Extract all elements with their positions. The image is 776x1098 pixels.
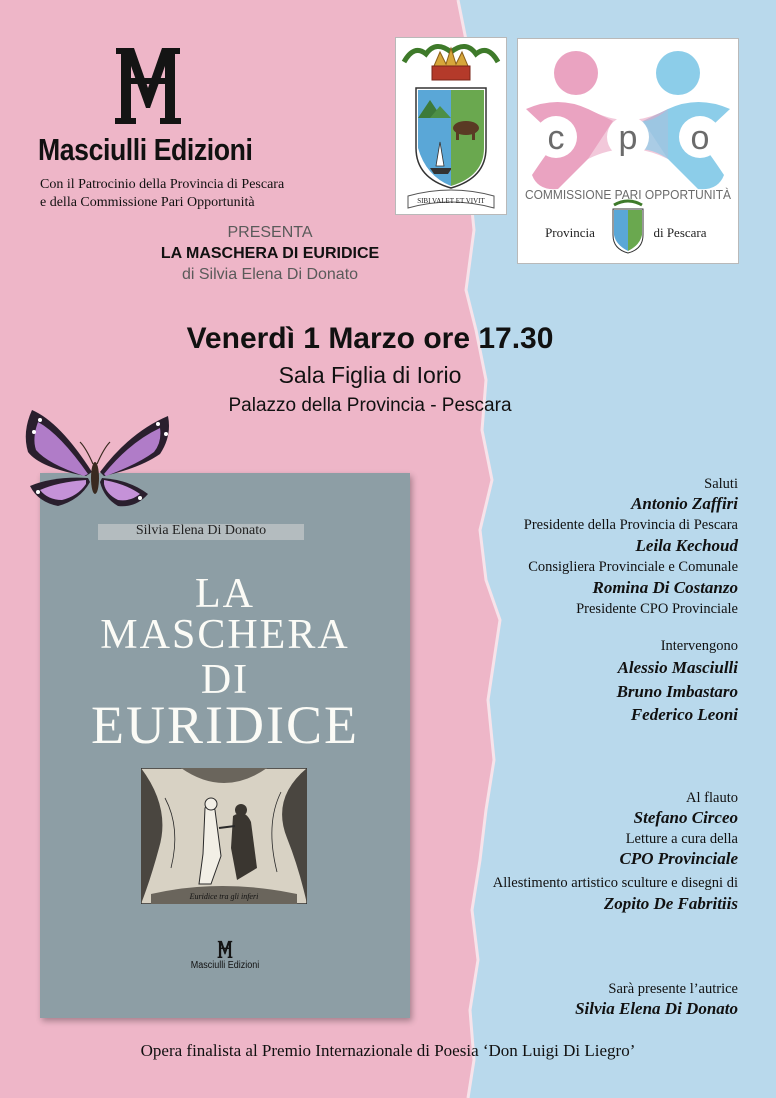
speaker-role-di-costanzo: Presidente CPO Provinciale (576, 601, 738, 617)
staging-label: Allestimento artistico sculture e disegni di (492, 875, 738, 891)
coat-of-arms-icon (396, 38, 506, 214)
author-presence-label: Sarà presente l’autrice (608, 981, 738, 997)
book-cover-title-line-3: DI (200, 657, 250, 703)
cpo-letter-o: o (690, 119, 710, 157)
speaker-name-di-costanzo: Romina Di Costanzo (592, 578, 738, 597)
engraving-caption: Euridice tra gli inferi (189, 892, 259, 901)
speaker-name-zaffiri: Antonio Zaffiri (631, 494, 738, 513)
speaker-role-kechoud: Consigliera Provinciale e Comunale (528, 559, 738, 575)
book-cover-title-line-2: MASCHERA (100, 612, 350, 658)
book-cover-title-line-1: LA (195, 571, 255, 617)
speaker-name-kechoud: Leila Kechoud (635, 536, 738, 555)
flute-performer-name: Stefano Circeo (633, 808, 738, 827)
speaker-role-zaffiri: Presidente della Provincia di Pescara (523, 517, 738, 533)
award-note: Opera finalista al Premio Internazionale di Poesia ‘Don Luigi Di Liegro’ (140, 1041, 636, 1060)
province-coat-of-arms (395, 37, 507, 215)
speakers-label: Intervengono (660, 638, 738, 654)
cpo-caption-left: Provincia (545, 225, 595, 240)
butterfly-illustration (20, 402, 174, 514)
cpo-logo-icon (518, 39, 738, 263)
publisher-monogram-logo (112, 44, 184, 124)
publisher-name: Masciulli Edizioni (38, 132, 253, 167)
author-name: Silvia Elena Di Donato (575, 999, 738, 1018)
cpo-commission-logo (517, 38, 739, 264)
book-cover-engraving (141, 768, 307, 904)
readings-by: CPO Provinciale (619, 849, 738, 868)
speaker-name-imbastaro: Bruno Imbastaro (616, 682, 738, 701)
cpo-letter-c: c (547, 119, 565, 157)
cpo-letter-p: p (618, 119, 638, 157)
emblem-motto: SIBI VALET ET VIVIT (417, 197, 485, 205)
presents-label: PRESENTA (227, 224, 313, 241)
presented-author: di Silvia Elena Di Donato (181, 266, 359, 283)
readings-label: Letture a cura della (625, 831, 738, 847)
book-publisher-monogram-icon (216, 940, 234, 958)
event-venue: Palazzo della Provincia - Pescara (228, 395, 512, 416)
cpo-caption-right: di Pescara (653, 225, 707, 240)
speaker-name-masciulli: Alessio Masciulli (617, 658, 738, 677)
patronage-line-1: Con il Patrocinio della Provincia di Pescara (40, 177, 285, 192)
staging-artist-name: Zopito De Fabritiis (603, 894, 738, 913)
greetings-label: Saluti (704, 476, 738, 492)
presented-book-title: LA MASCHERA DI EURIDICE (160, 245, 380, 262)
book-cover-publisher: Masciulli Edizioni (190, 960, 260, 971)
event-date-time: Venerdì 1 Marzo ore 17.30 (186, 322, 554, 355)
flute-label: Al flauto (686, 790, 738, 806)
patronage-line-2: e della Commissione Pari Opportunità (40, 195, 255, 210)
book-cover-author: Silvia Elena Di Donato (135, 523, 267, 538)
book-cover-title-line-4: EURIDICE (91, 695, 359, 755)
speaker-name-leoni: Federico Leoni (630, 705, 738, 724)
cpo-commission-name: COMMISSIONE PARI OPPORTUNITÀ (525, 187, 732, 202)
event-room: Sala Figlia di Iorio (278, 362, 462, 388)
